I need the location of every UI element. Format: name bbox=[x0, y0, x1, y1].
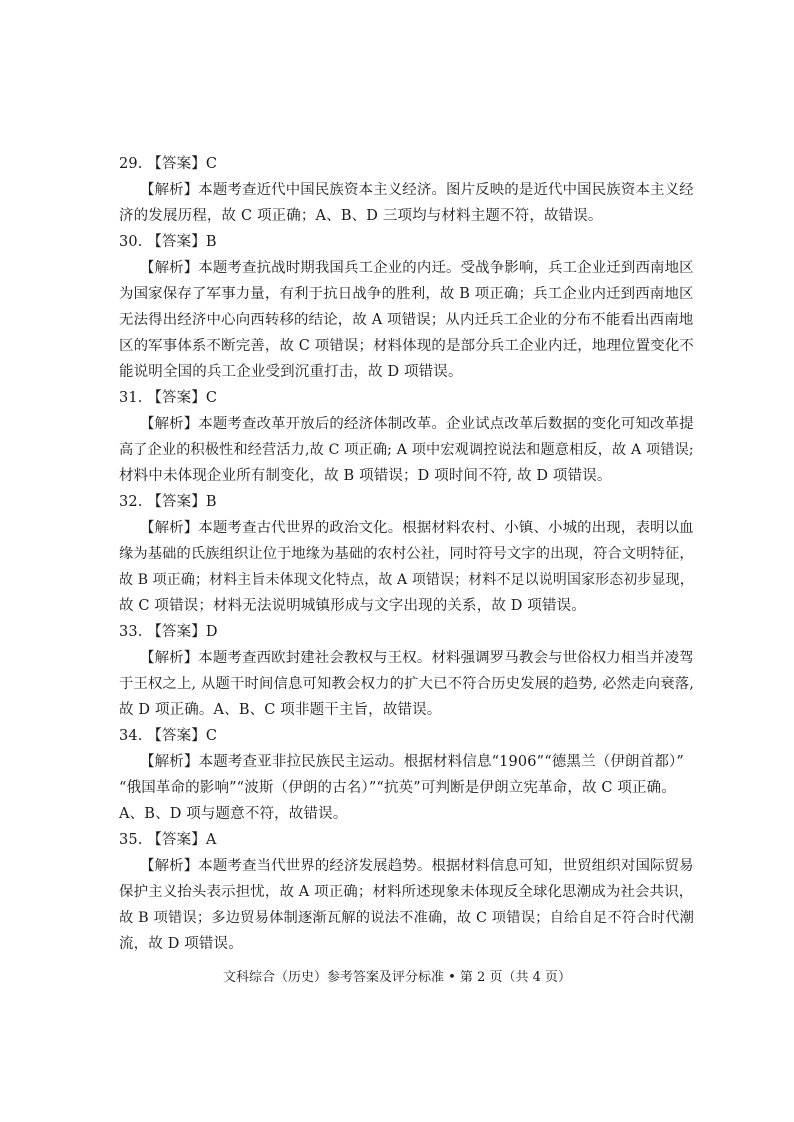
answer-item bbox=[119, 723, 694, 827]
answer-label: 33. 【答案】D bbox=[119, 624, 218, 640]
explanation-line: A、B、D 项与题意不符，故错误。 bbox=[119, 806, 348, 822]
explanation-line: 故 D 项正确。A、B、C 项非题干主旨，故错误。 bbox=[119, 702, 442, 718]
explanation-first-line: 【解析】本题考查西欧封建社会教权与王权。材料强调罗马教会与世俗权力相当并凌驾 bbox=[140, 650, 694, 666]
explanation-first-line: 【解析】本题考查当代世界的经济发展趋势。根据材料信息可知，世贸组织对国际贸易 bbox=[140, 858, 694, 874]
explanation-first-line: 【解析】本题考查抗战时期我国兵工企业的内迁。受战争影响，兵工企业迁到西南地区 bbox=[140, 260, 694, 276]
answer-label: 34. 【答案】C bbox=[119, 728, 218, 744]
answer-label: 31. 【答案】C bbox=[119, 390, 218, 406]
explanation-line: 区的军事体系不断完善，故 C 项错误；材料体现的是部分兵工企业内迁，地理位置变化不 bbox=[119, 338, 694, 354]
answer-label: 35. 【答案】A bbox=[119, 832, 217, 848]
explanation-line: 济的发展历程，故 C 项正确；A、B、D 三项均与材料主题不符，故错误。 bbox=[119, 208, 603, 224]
explanation-line: 缘为基础的氏族组织让位于地缘为基础的农村公社，同时符号文字的出现，符合文明特征， bbox=[119, 546, 694, 562]
explanation-line: 无法得出经济中心向西转移的结论，故 A 项错误；从内迁兵工企业的分布不能看出西南地 bbox=[119, 312, 694, 328]
answer-item bbox=[119, 489, 694, 619]
explanation-line: 高了企业的积极性和经营活力,故 C 项正确; A 项中宏观调控说法和题意相反，故 A 项错误; bbox=[119, 442, 694, 458]
explanation-first-line: 【解析】本题考查改革开放后的经济体制改革。企业试点改革后数据的变化可知改革提 bbox=[140, 416, 694, 432]
explanation-first-line: 【解析】本题考查亚非拉民族民主运动。根据材料信息“1906”“德黑兰（伊朗首都）” bbox=[140, 754, 684, 770]
answer-item bbox=[119, 151, 694, 229]
explanation-line: 故 C 项错误；材料无法说明城镇形成与文字出现的关系，故 D 项错误。 bbox=[119, 598, 586, 614]
answer-item bbox=[119, 229, 694, 385]
explanation-line: 故 B 项错误；多边贸易体制逐渐瓦解的说法不准确，故 C 项错误；自给自足不符合时代潮 bbox=[119, 910, 695, 926]
explanation-first-line: 【解析】本题考查近代中国民族资本主义经济。图片反映的是近代中国民族资本主义经 bbox=[140, 182, 694, 198]
answer-key-content bbox=[119, 151, 694, 957]
answer-item bbox=[119, 827, 694, 957]
answer-label: 29. 【答案】C bbox=[119, 156, 218, 172]
explanation-line: “俄国革命的影响”“波斯（伊朗的古名）”“抗英”可判断是伊朗立宪革命，故 C 项正确。 bbox=[119, 780, 676, 796]
explanation-line: 保护主义抬头表示担忧，故 A 项正确；材料所述现象未体现反全球化思潮成为社会共识， bbox=[119, 884, 694, 900]
answer-label: 30. 【答案】B bbox=[119, 234, 217, 250]
explanation-line: 于王权之上, 从题干时间信息可知教会权力的扩大已不符合历史发展的趋势, 必然走向衰落, bbox=[119, 676, 694, 692]
explanation-line: 能说明全国的兵工企业受到沉重打击，故 D 项错误。 bbox=[119, 364, 463, 380]
page-footer: 文科综合（历史）参考答案及评分标准 • 第 2 页（共 4 页） bbox=[222, 970, 571, 985]
explanation-line: 流，故 D 项错误。 bbox=[119, 936, 243, 952]
answer-label: 32. 【答案】B bbox=[119, 494, 217, 510]
explanation-line: 为国家保存了军事力量，有利于抗日战争的胜利，故 B 项正确；兵工企业内迁到西南地区 bbox=[119, 286, 694, 302]
answer-item bbox=[119, 619, 694, 723]
explanation-first-line: 【解析】本题考查古代世界的政治文化。根据材料农村、小镇、小城的出现，表明以血 bbox=[140, 520, 694, 536]
answer-item bbox=[119, 385, 694, 489]
explanation-line: 材料中未体现企业所有制变化，故 B 项错误；D 项时间不符, 故 D 项错误。 bbox=[119, 468, 612, 484]
explanation-line: 故 B 项正确；材料主旨未体现文化特点，故 A 项错误；材料不足以说明国家形态初步显现， bbox=[119, 572, 694, 588]
